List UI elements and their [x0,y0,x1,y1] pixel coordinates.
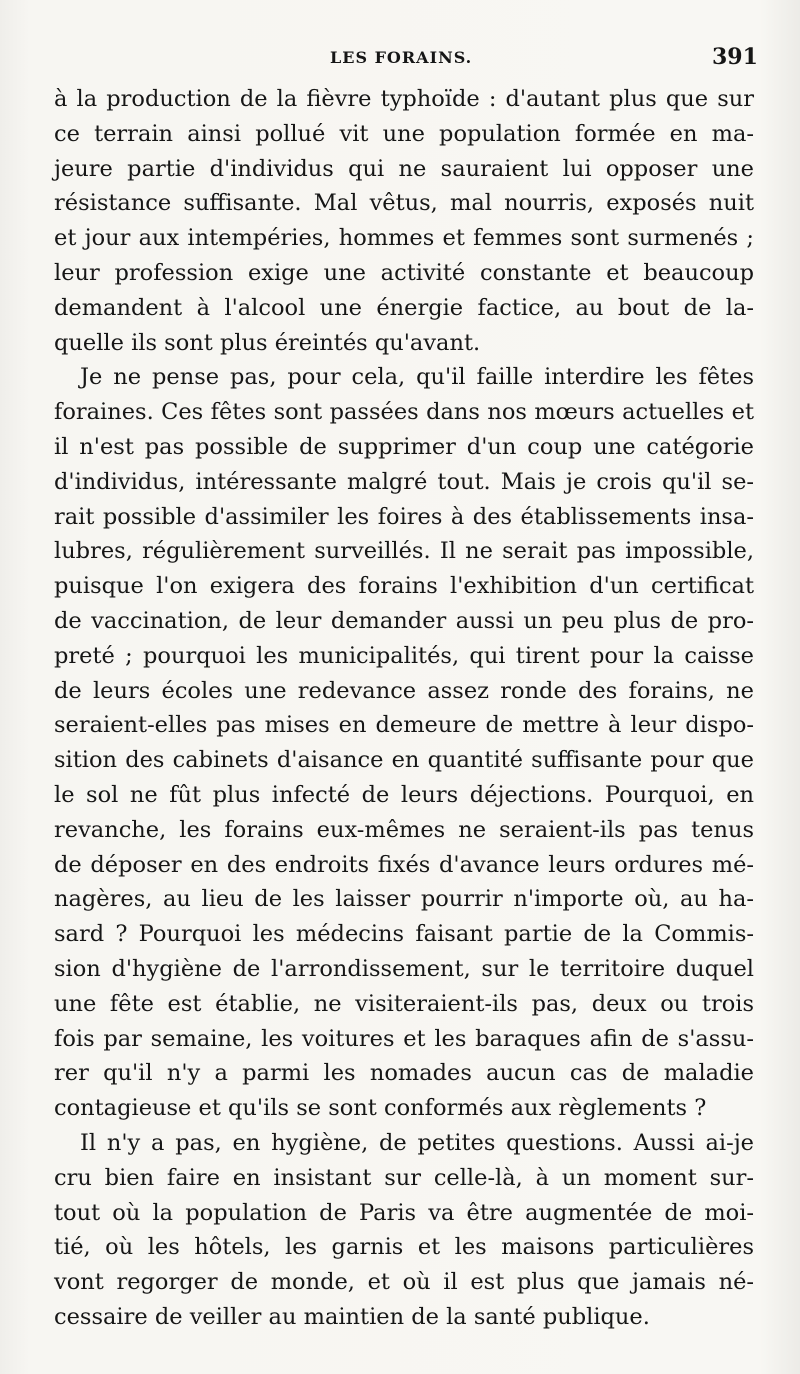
text-line: sition des cabinets d'aisance en quantité suffisante pour que [54,747,754,774]
text-line: jeure partie d'individus qui ne sauraient lui opposer une [54,155,754,182]
text-line: nagères, au lieu de les laisser pourrir n'importe où, au ha- [54,886,754,913]
text-line: leur profession exige une activité constante et beaucoup [54,259,754,286]
text-line: ce terrain ainsi pollué vit une population formée en ma- [54,120,754,147]
text-line: et jour aux intempéries, hommes et femmes sont surmenés ; [54,225,754,252]
text-line: tié, où les hôtels, les garnis et les maisons particulières [54,1234,754,1261]
text-line: cessaire de veiller au maintien de la santé publique. [54,1303,650,1330]
text-line: rait possible d'assimiler les foires à des établissements insa- [54,503,754,530]
text-line: de leurs écoles une redevance assez ronde des forains, ne [54,677,754,704]
text-line: le sol ne fût plus infecté de leurs déjections. Pourquoi, en [54,781,754,808]
text-line: foraines. Ces fêtes sont passées dans nos mœurs actuelles et [54,399,754,426]
text-line: Je ne pense pas, pour cela, qu'il faille interdire les fêtes [80,364,754,391]
text-line: Il n'y a pas, en hygiène, de petites questions. Aussi ai-je [80,1129,754,1156]
text-line: une fête est établie, ne visiteraient-ils pas, deux ou trois [54,990,754,1017]
text-line: lubres, régulièrement surveillés. Il ne serait pas impossible, [54,538,754,565]
text-line: preté ; pourquoi les municipalités, qui tirent pour la caisse [54,642,754,669]
body-text [54,82,754,1335]
running-title: LES FORAINS. [330,48,473,67]
text-line: cru bien faire en insistant sur celle-là, à un moment sur- [54,1164,754,1191]
text-line: seraient-elles pas mises en demeure de mettre à leur dispo- [54,712,754,739]
text-line: demandent à l'alcool une énergie factice, au bout de la- [54,294,754,321]
text-line: d'individus, intéressante malgré tout. Mais je crois qu'il se- [54,468,754,495]
text-line: de déposer en des endroits fixés d'avance leurs ordures mé- [54,851,754,878]
text-line: revanche, les forains eux-mêmes ne seraient-ils pas tenus [54,816,754,843]
text-line: puisque l'on exigera des forains l'exhibition d'un certificat [54,573,754,600]
text-line: vont regorger de monde, et où il est plus que jamais né- [54,1269,754,1296]
running-head [0,44,800,74]
text-line: contagieuse et qu'ils se sont conformés aux règlements ? [54,1095,707,1122]
text-line: résistance suffisante. Mal vêtus, mal nourris, exposés nuit [54,190,754,217]
text-line: tout où la population de Paris va être augmentée de moi- [54,1199,754,1226]
text-line: fois par semaine, les voitures et les baraques afin de s'assu- [54,1025,754,1052]
page-number: 391 [712,44,758,70]
text-line: il n'est pas possible de supprimer d'un coup une catégorie [54,433,754,460]
text-line: sard ? Pourquoi les médecins faisant partie de la Commis- [54,921,754,948]
text-line: quelle ils sont plus éreintés qu'avant. [54,329,481,356]
text-line: de vaccination, de leur demander aussi un peu plus de pro- [54,607,754,634]
text-line: à la production de la fièvre typhoïde : d'autant plus que sur [54,86,754,112]
text-line: sion d'hygiène de l'arrondissement, sur le territoire duquel [54,955,754,982]
text-line: rer qu'il n'y a parmi les nomades aucun cas de maladie [54,1060,754,1087]
